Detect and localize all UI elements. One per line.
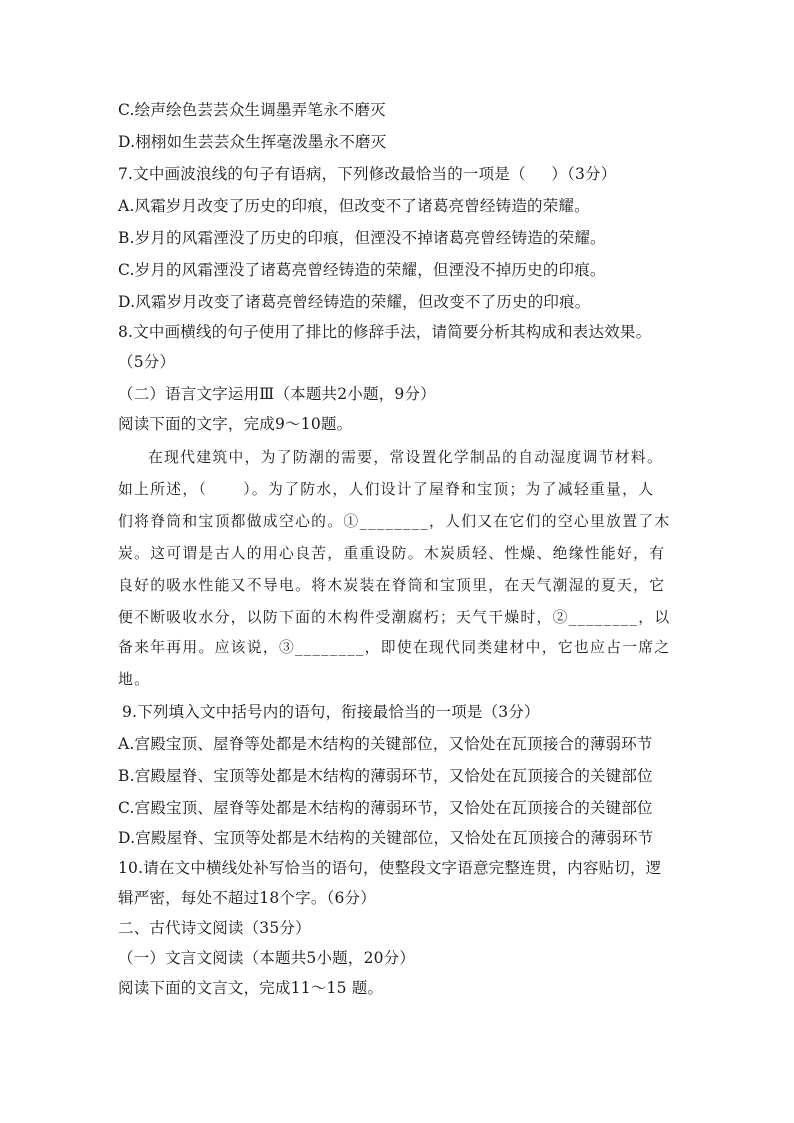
section-language-heading: （二）语言文字运用Ⅲ（本题共2小题，9分） bbox=[118, 385, 436, 403]
q9-option-a: A.宫殿宝顶、屋脊等处都是木结构的关键部位，又恰处在瓦顶接合的薄弱环节 bbox=[118, 735, 653, 753]
q10-stem-line2: 辑严密，每处不超过18个字。（6分） bbox=[118, 889, 376, 907]
passage-line-5: 良好的吸水性能又不导电。将木炭装在脊筒和宝顶里，在天气潮湿的夏天，它 bbox=[118, 577, 666, 594]
q7-option-c: C.岁月的风霜湮没了诸葛亮曾经铸造的荣耀，但湮没不掉历史的印痕。 bbox=[118, 261, 606, 279]
q7-option-d: D.风霜岁月改变了诸葛亮曾经铸造的荣耀，但改变不了历史的印痕。 bbox=[118, 293, 591, 311]
q8-stem-line1: 8.文中画横线的句子使用了排比的修辞手法，请简要分析其构成和表达效果。 bbox=[118, 323, 652, 341]
q9-option-b: B.宫殿屋脊、宝顶等处都是木结构的薄弱环节，又恰处在瓦顶接合的关键部位 bbox=[118, 767, 653, 785]
q7-option-a: A.风霜岁月改变了历史的印痕，但改变不了诸葛亮曾经铸造的荣耀。 bbox=[118, 197, 590, 215]
section-ancient-instruction: 阅读下面的文言文，完成11～15 题。 bbox=[118, 979, 384, 997]
passage-line-2: 如上所述，（ ）。为了防水，人们设计了屋脊和宝顶；为了减轻重量，人 bbox=[118, 481, 655, 498]
passage-line-4: 炭。这可谓是古人的用心良苦，重重设防。木炭质轻、性燥、绝缘性能好，有 bbox=[118, 545, 666, 562]
q7-option-b: B.岁月的风霜湮没了历史的印痕，但湮没不掉诸葛亮曾经铸造的荣耀。 bbox=[118, 229, 606, 247]
q9-option-c: C.宫殿宝顶、屋脊等处都是木结构的薄弱环节，又恰处在瓦顶接合的关键部位 bbox=[118, 799, 653, 817]
passage-line-6: 便不断吸收水分，以防下面的木构件受潮腐朽；天气干燥时，②________，以 bbox=[118, 609, 671, 626]
q9-stem: 9.下列填入文中括号内的语句，衔接最恰当的一项是（3分） bbox=[122, 703, 540, 721]
q7-stem: 7.文中画波浪线的句子有语病，下列修改最恰当的一项是（ ）（3分） bbox=[118, 165, 617, 183]
q6-option-c: C.绘声绘色芸芸众生调墨弄笔永不磨灭 bbox=[118, 101, 386, 119]
passage-line-8: 地。 bbox=[118, 671, 151, 688]
q10-stem-line1: 10.请在文中横线处补写恰当的语句，使整段文字语意完整连贯，内容贴切，逻 bbox=[118, 859, 662, 877]
passage-line-3: 们将脊筒和宝顶都做成空心的。①________，人们又在它们的空心里放置了木 bbox=[118, 513, 671, 530]
passage-line-1: 在现代建筑中，为了防潮的需要，常设置化学制品的自动湿度调节材料。 bbox=[148, 449, 664, 466]
section-ancient-subheading: （一）文言文阅读（本题共5小题，20分） bbox=[118, 949, 416, 967]
passage-line-7: 备来年再用。应该说，③________，即使在现代同类建材中，它也应占一席之 bbox=[118, 639, 671, 656]
section-ancient-heading: 二、古代诗文阅读（35分） bbox=[118, 919, 311, 937]
q8-stem-line2: （5分） bbox=[118, 353, 176, 371]
q6-option-d: D.栩栩如生芸芸众生挥毫泼墨永不磨灭 bbox=[118, 133, 387, 151]
q9-option-d: D.宫殿屋脊、宝顶等处都是木结构的关键部位，又恰处在瓦顶接合的薄弱环节 bbox=[118, 829, 654, 847]
section-language-instruction: 阅读下面的文字，完成9～10题。 bbox=[118, 415, 353, 433]
